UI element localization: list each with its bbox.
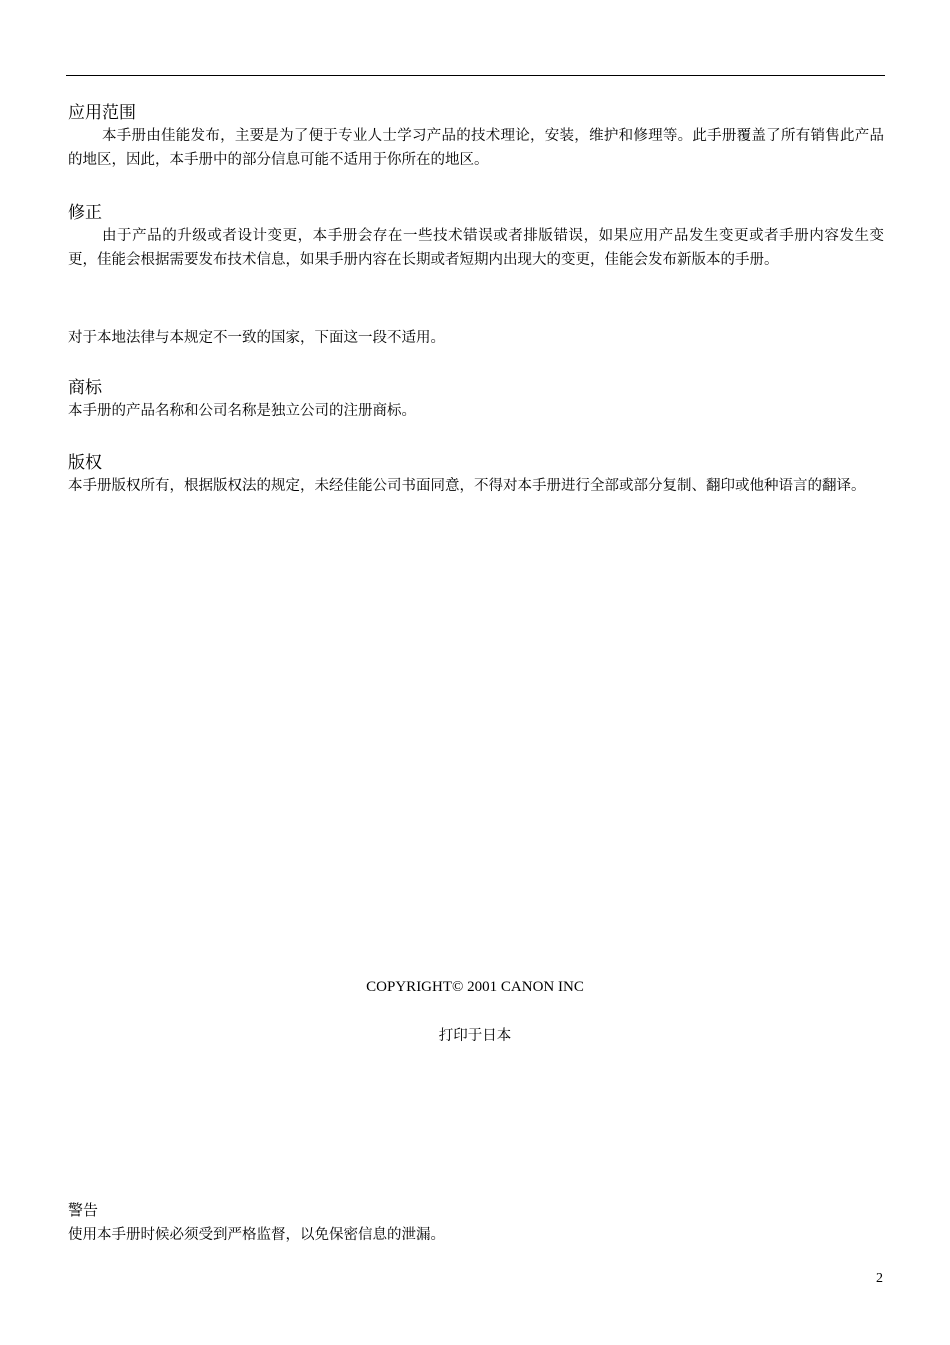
section-copyright <box>68 452 884 498</box>
section-trademark-body: 本手册的产品名称和公司名称是独立公司的注册商标。 <box>68 403 416 419</box>
printed-in: 打印于日本 <box>438 1028 512 1044</box>
section-trademark <box>68 377 884 423</box>
top-rule <box>66 75 885 76</box>
section-scope-body: 本手册由佳能发布，主要是为了便于专业人士学习产品的技术理论，安装，维护和修理等。此手册覆盖了所有销售此产品的地区，因此，本手册中的部分信息可能不适用于你所在的地区。 <box>68 128 884 168</box>
section-revision-title: 修正 <box>68 203 102 223</box>
section-copyright-body: 本手册版权所有，根据版权法的规定，未经佳能公司书面同意，不得对本手册进行全部或部分复制、翻印或他种语言的翻译。 <box>68 478 866 494</box>
warning-title: 警告 <box>68 1201 99 1219</box>
section-copyright-title: 版权 <box>68 453 102 473</box>
section-scope <box>68 102 884 172</box>
section-revision-body: 由于产品的升级或者设计变更，本手册会存在一些技术错误或者排版错误，如果应用产品发生变更或者手册内容发生变更，佳能会根据需要发布技术信息，如果手册内容在长期或者短期内出现大的变更，佳能会发布新版本的手册。 <box>68 228 884 268</box>
section-scope-title: 应用范围 <box>68 103 136 123</box>
section-trademark-title: 商标 <box>68 378 102 398</box>
page-number: 2 <box>876 1271 883 1286</box>
law-note: 对于本地法律与本规定不一致的国家，下面这一段不适用。 <box>68 330 445 346</box>
warning-body: 使用本手册时候必须受到严格监督，以免保密信息的泄漏。 <box>68 1227 445 1243</box>
copyright-line: COPYRIGHT© 2001 CANON INC <box>366 979 584 995</box>
section-revision <box>68 202 884 272</box>
